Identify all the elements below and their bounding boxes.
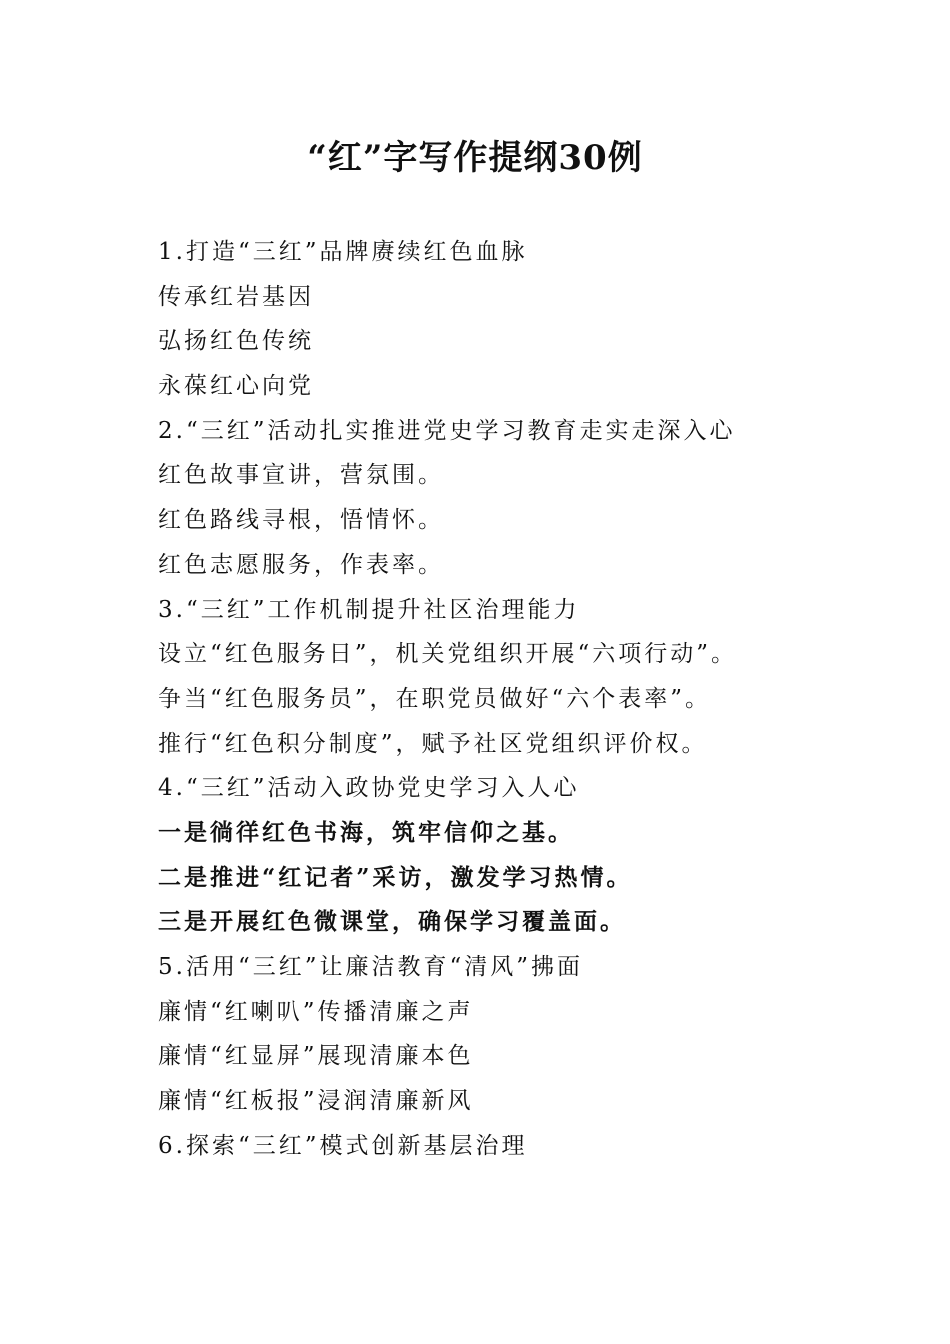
list-item: 红色路线寻根，悟情怀。 [158, 507, 444, 534]
list-item: 廉情“红喇叭”传播清廉之声 [158, 998, 474, 1025]
list-item: 推行“红色积分制度”，赋予社区党组织评价权。 [158, 730, 708, 757]
section-heading: 2.“三红”活动扎实推进党史学习教育走实走深入心 [158, 417, 736, 444]
list-item: 廉情“红显屏”展现清廉本色 [158, 1043, 474, 1070]
document-body [158, 230, 858, 1168]
list-item: 红色故事宣讲，营氛围。 [158, 462, 444, 489]
section-heading: 5.活用“三红”让廉洁教育“清风”拂面 [158, 954, 583, 980]
list-item: 设立“红色服务日”，机关党组织开展“六项行动”。 [158, 641, 738, 668]
list-item: 争当“红色服务员”，在职党员做好“六个表率”。 [158, 685, 712, 712]
list-item: 红色志愿服务，作表率。 [158, 551, 444, 578]
section-heading: 1.打造“三红”品牌赓续红色血脉 [158, 239, 528, 265]
section-heading: 6.探索“三红”模式创新基层治理 [158, 1132, 528, 1159]
list-item: 廉情“红板报”浸润清廉新风 [158, 1088, 474, 1115]
list-item: 一是徜徉红色书海，筑牢信仰之基。 [158, 818, 574, 846]
list-item: 永葆红心向党 [158, 373, 314, 400]
section-heading: 3.“三红”工作机制提升社区治理能力 [158, 596, 580, 623]
document-title: “红”字写作提纲30例 [307, 138, 643, 178]
list-item: 二是推进“红记者”采访，激发学习热情。 [158, 863, 633, 891]
list-item: 三是开展红色微课堂，确保学习覆盖面。 [158, 908, 626, 936]
list-item: 传承红岩基因 [158, 283, 314, 310]
list-item: 弘扬红色传统 [158, 328, 314, 355]
section-heading: 4.“三红”活动入政协党史学习入人心 [158, 775, 580, 802]
